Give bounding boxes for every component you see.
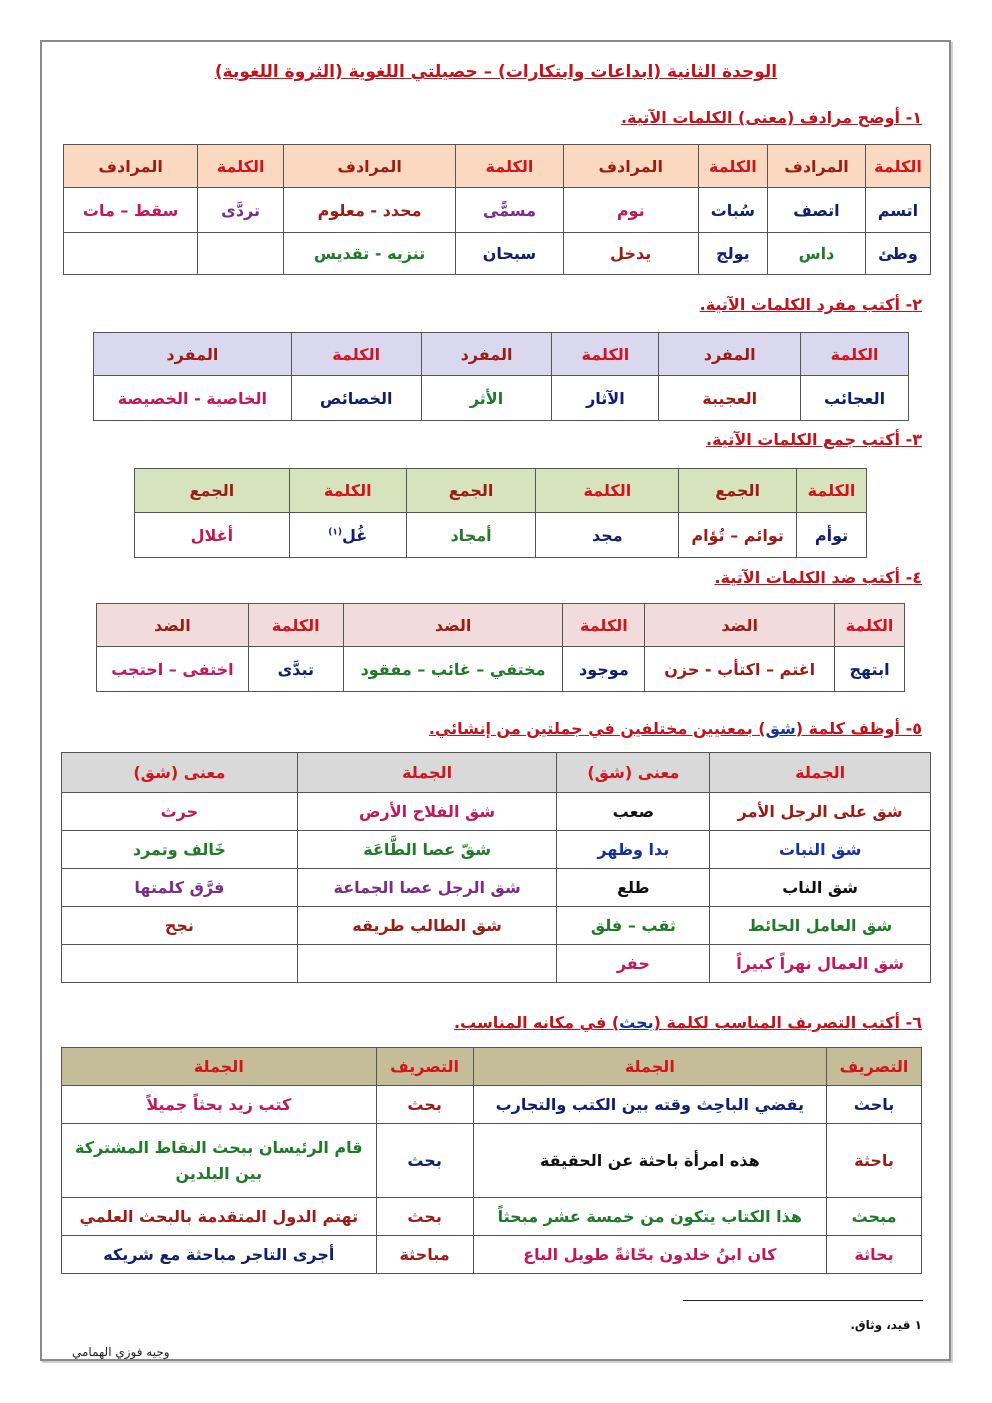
header-word: الكلمة: [552, 333, 659, 376]
table-cell: وطئ: [865, 233, 930, 275]
table-cell: فرَّق كلمتها: [62, 869, 298, 907]
table-cell: ثقب – فلق: [557, 907, 710, 945]
footnote-mark: (١): [328, 527, 342, 538]
table-cell: بدا وظهر: [557, 831, 710, 869]
table-cell: تنزيه - تقديس: [283, 233, 455, 275]
header-word: الكلمة: [797, 469, 867, 513]
keyword: شق: [765, 719, 796, 738]
header-synonym: المرادف: [283, 145, 455, 188]
heading-part: ٥- أوظف كلمة (: [795, 719, 922, 738]
table-cell: الخاصية - الخصيصة: [94, 376, 292, 421]
header-sentence: الجملة: [62, 1048, 377, 1086]
header-word: الكلمة: [248, 604, 343, 647]
author-name: وجيه فوزي الهمامي: [72, 1345, 170, 1359]
header-plural: الجمع: [135, 469, 290, 513]
table-cell: [198, 233, 284, 275]
header-word: الكلمة: [536, 469, 679, 513]
table-cell: أمجاد: [406, 513, 536, 558]
table-cell: بحاثة: [827, 1236, 922, 1274]
table-cell: شقّ عصا الطَّاعَة: [297, 831, 557, 869]
table-cell: بحث: [376, 1198, 473, 1236]
table-cell: باحث: [827, 1086, 922, 1124]
table-cell: نجح: [62, 907, 298, 945]
header-singular: المفرد: [659, 333, 801, 376]
table-cell: خَالف وتمرد: [62, 831, 298, 869]
table-cell: اتسم: [865, 188, 930, 233]
table-cell: قام الرئيسان ببحث النقاط المشتركة بين البلدين: [62, 1124, 377, 1198]
table-cell: هذا الكتاب يتكون من خمسة عشر مبحثاً: [473, 1198, 826, 1236]
heading-part: ٦- أكتب التصريف المناسب لكلمة (: [653, 1013, 922, 1032]
header-meaning: معنى (شق): [557, 753, 710, 793]
table-cell: يقضي الباحِث وقته بين الكتب والتجارب: [473, 1086, 826, 1124]
table-cell: مسمًّى: [456, 188, 563, 233]
table-cell: [297, 945, 557, 983]
header-synonym: المرادف: [64, 145, 198, 188]
section-1-heading: ١- أوضح مرادف (معنى) الكلمات الآتية.: [621, 108, 922, 127]
table-cell: توائم – تُؤام: [679, 513, 797, 558]
table-cell: أجرى التاجر مباحثة مع شريكه: [62, 1236, 377, 1274]
table-cell: [64, 233, 198, 275]
table-cell: شق العامل الحائط: [710, 907, 931, 945]
table-cell: توأم: [797, 513, 867, 558]
table-cell: باحثة: [827, 1124, 922, 1198]
table-cell: يدخل: [563, 233, 698, 275]
section-6-heading: [454, 1013, 922, 1032]
header-plural: الجمع: [406, 469, 536, 513]
table-cell: حفر: [557, 945, 710, 983]
table-cell: تهتم الدول المتقدمة بالبحث العلمي: [62, 1198, 377, 1236]
footnote: ١ قيد، وثاق.: [850, 1318, 922, 1332]
table-cell: تبدَّى: [248, 647, 343, 692]
table-cell: كتب زيد بحثاً جميلاً: [62, 1086, 377, 1124]
table-cell: يولج: [698, 233, 767, 275]
table-cell: شق الفلاح الأرض: [297, 793, 557, 831]
table-cell-text: غُل: [341, 525, 368, 545]
header-word: الكلمة: [198, 145, 284, 188]
table-cell: حرث: [62, 793, 298, 831]
header-sentence: الجملة: [710, 753, 931, 793]
table-cell: شق الرجل عصا الجماعة: [297, 869, 557, 907]
table-cell: الآثار: [552, 376, 659, 421]
heading-part: ) بمعنيين مختلفين في جملتين من إنشائي.: [428, 719, 766, 738]
table-cell: سبحان: [456, 233, 563, 275]
table-cell: ابتهج: [835, 647, 905, 692]
table-cell: بحث: [376, 1086, 473, 1124]
table-cell: محدد - معلوم: [283, 188, 455, 233]
table-cell: شق العمال نهراً كبيراً: [710, 945, 931, 983]
table-cell: سُبات: [698, 188, 767, 233]
table-cell: نوم: [563, 188, 698, 233]
table-cell: الخصائص: [291, 376, 421, 421]
header-word: الكلمة: [563, 604, 645, 647]
header-sentence: الجملة: [297, 753, 557, 793]
conjugation-table: [61, 1047, 922, 1274]
header-antonym: الضد: [97, 604, 249, 647]
keyword: بحث: [619, 1013, 654, 1032]
heading-part: ) في مكانه المناسب.: [454, 1013, 620, 1032]
header-antonym: الضد: [343, 604, 563, 647]
table-cell: شق الناب: [710, 869, 931, 907]
header-form: التصريف: [827, 1048, 922, 1086]
table-cell: شق على الرجل الأمر: [710, 793, 931, 831]
table-cell: سقط – مات: [64, 188, 198, 233]
table-cell: الأثر: [421, 376, 552, 421]
table-cell: شق الطالب طريقه: [297, 907, 557, 945]
table-cell: أغلال: [135, 513, 290, 558]
table-cell: مبحث: [827, 1198, 922, 1236]
table-cell: [62, 945, 298, 983]
header-word: الكلمة: [289, 469, 406, 513]
section-4-heading: ٤- أكتب ضد الكلمات الآتية.: [714, 568, 922, 587]
table-cell: بحث: [376, 1124, 473, 1198]
header-word: الكلمة: [801, 333, 909, 376]
header-word: الكلمة: [865, 145, 930, 188]
singular-table: [93, 332, 909, 421]
header-plural: الجمع: [679, 469, 797, 513]
table-cell: اغتم – اكتأب - حزن: [645, 647, 835, 692]
table-cell: كان ابنُ خلدون بحّاثةً طويل الباع: [473, 1236, 826, 1274]
header-word: الكلمة: [291, 333, 421, 376]
table-cell: اتصف: [767, 188, 865, 233]
table-cell: تردَّى: [198, 188, 284, 233]
footnote-divider: [683, 1300, 923, 1301]
header-singular: المفرد: [94, 333, 292, 376]
header-word: الكلمة: [835, 604, 905, 647]
section-2-heading: ٢- أكتب مفرد الكلمات الآتية.: [699, 295, 922, 314]
table-cell: مختفي – غائب – مفقود: [343, 647, 563, 692]
table-cell: مباحثة: [376, 1236, 473, 1274]
header-meaning: معنى (شق): [62, 753, 298, 793]
plural-table: [134, 468, 867, 558]
header-singular: المفرد: [421, 333, 552, 376]
table-cell: هذه امرأة باحثة عن الحقيقة: [473, 1124, 826, 1198]
table-cell: طلع: [557, 869, 710, 907]
table-cell: شق النبات: [710, 831, 931, 869]
table-cell: العجيبة: [659, 376, 801, 421]
header-synonym: المرادف: [767, 145, 865, 188]
table-cell: صعب: [557, 793, 710, 831]
table-cell: اختفى – احتجب: [97, 647, 249, 692]
table-cell: مجد: [536, 513, 679, 558]
table-cell: داس: [767, 233, 865, 275]
header-form: التصريف: [376, 1048, 473, 1086]
header-word: الكلمة: [698, 145, 767, 188]
meanings-table: [61, 752, 931, 983]
table-cell: [289, 513, 406, 558]
page-title: الوحدة الثانية (ابداعات وابتكارات) – حصيلتي اللغوية (الثروة اللغوية): [214, 62, 778, 82]
section-3-heading: ٣- أكتب جمع الكلمات الآتية.: [706, 430, 922, 449]
section-5-heading: [429, 719, 922, 738]
table-cell: العجائب: [801, 376, 909, 421]
header-word: الكلمة: [456, 145, 563, 188]
header-sentence: الجملة: [473, 1048, 826, 1086]
table-cell: موجود: [563, 647, 645, 692]
header-antonym: الضد: [645, 604, 835, 647]
synonyms-table: [63, 144, 931, 275]
antonyms-table: [96, 603, 905, 692]
header-synonym: المرادف: [563, 145, 698, 188]
